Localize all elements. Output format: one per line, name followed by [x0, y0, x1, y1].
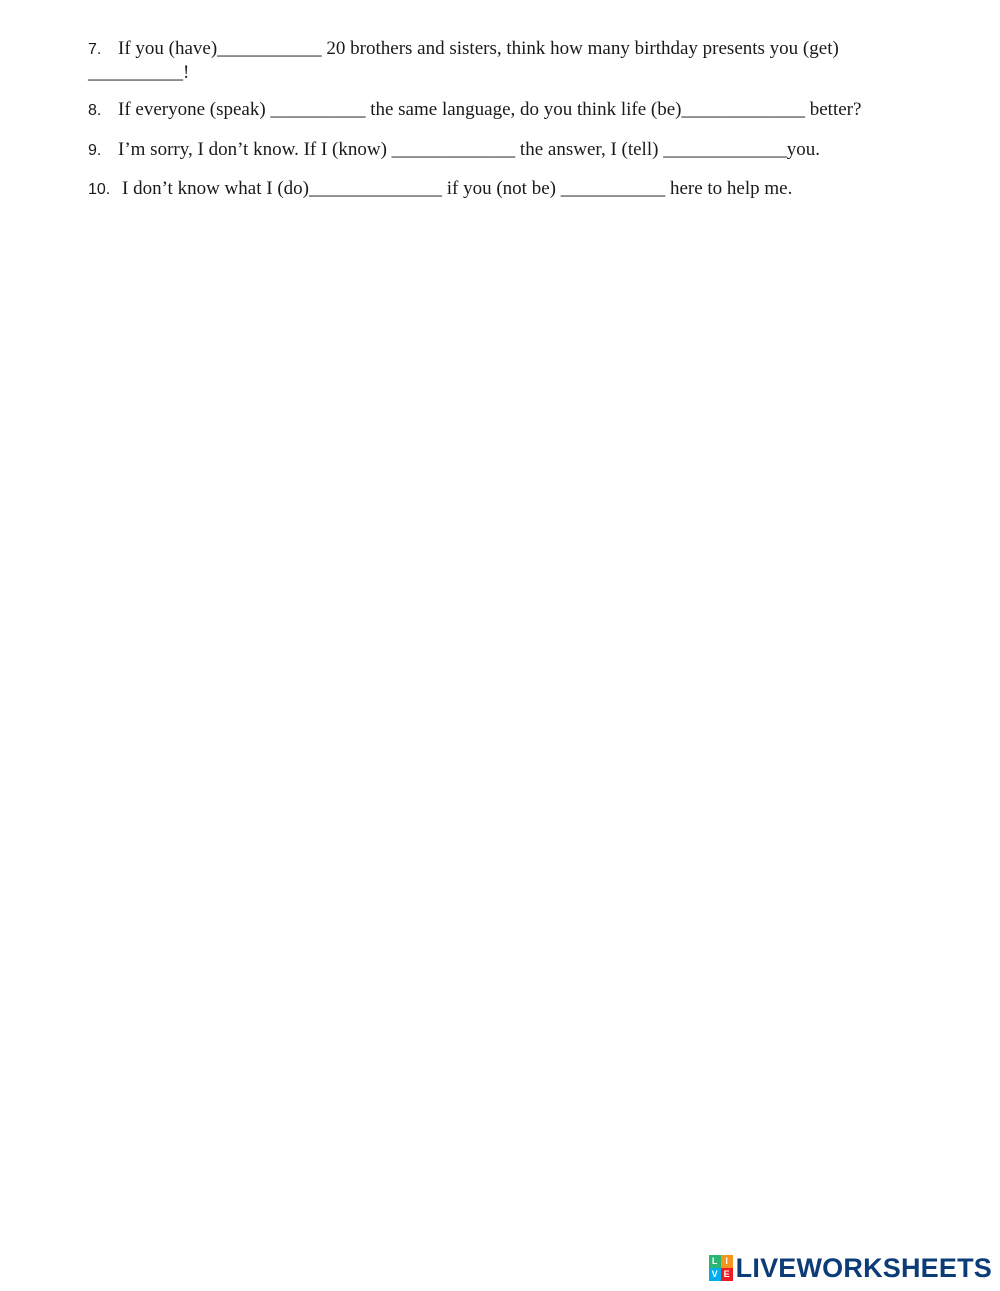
question-number: 9.	[88, 142, 102, 159]
question-number: 8.	[88, 102, 102, 119]
question-text: If everyone (speak) __________ the same language, do you think life (be)_____________ better?	[118, 99, 862, 120]
question-9	[88, 138, 940, 162]
question-10	[88, 177, 940, 201]
question-text: If you (have)___________ 20 brothers and sisters, think how many birthday presents you (get)	[118, 38, 839, 59]
logo-tile-v: V	[709, 1268, 721, 1281]
question-number: 10.	[88, 181, 111, 198]
logo-mark-icon	[709, 1255, 733, 1281]
question-7	[88, 37, 940, 84]
question-number: 7.	[88, 41, 102, 58]
question-text: I’m sorry, I don’t know. If I (know) _____________ the answer, I (tell) _____________you.	[118, 139, 820, 160]
question-text-continuation: __________!	[88, 62, 190, 83]
logo-tile-l: L	[709, 1255, 721, 1268]
logo-tile-e: E	[721, 1268, 733, 1281]
question-text: I don’t know what I (do)______________ if you (not be) ___________ here to help me.	[122, 178, 793, 199]
liveworksheets-logo	[709, 1253, 992, 1283]
logo-tile-i: I	[721, 1255, 733, 1268]
logo-text: LIVEWORKSHEETS	[735, 1252, 992, 1283]
question-8	[88, 98, 940, 122]
